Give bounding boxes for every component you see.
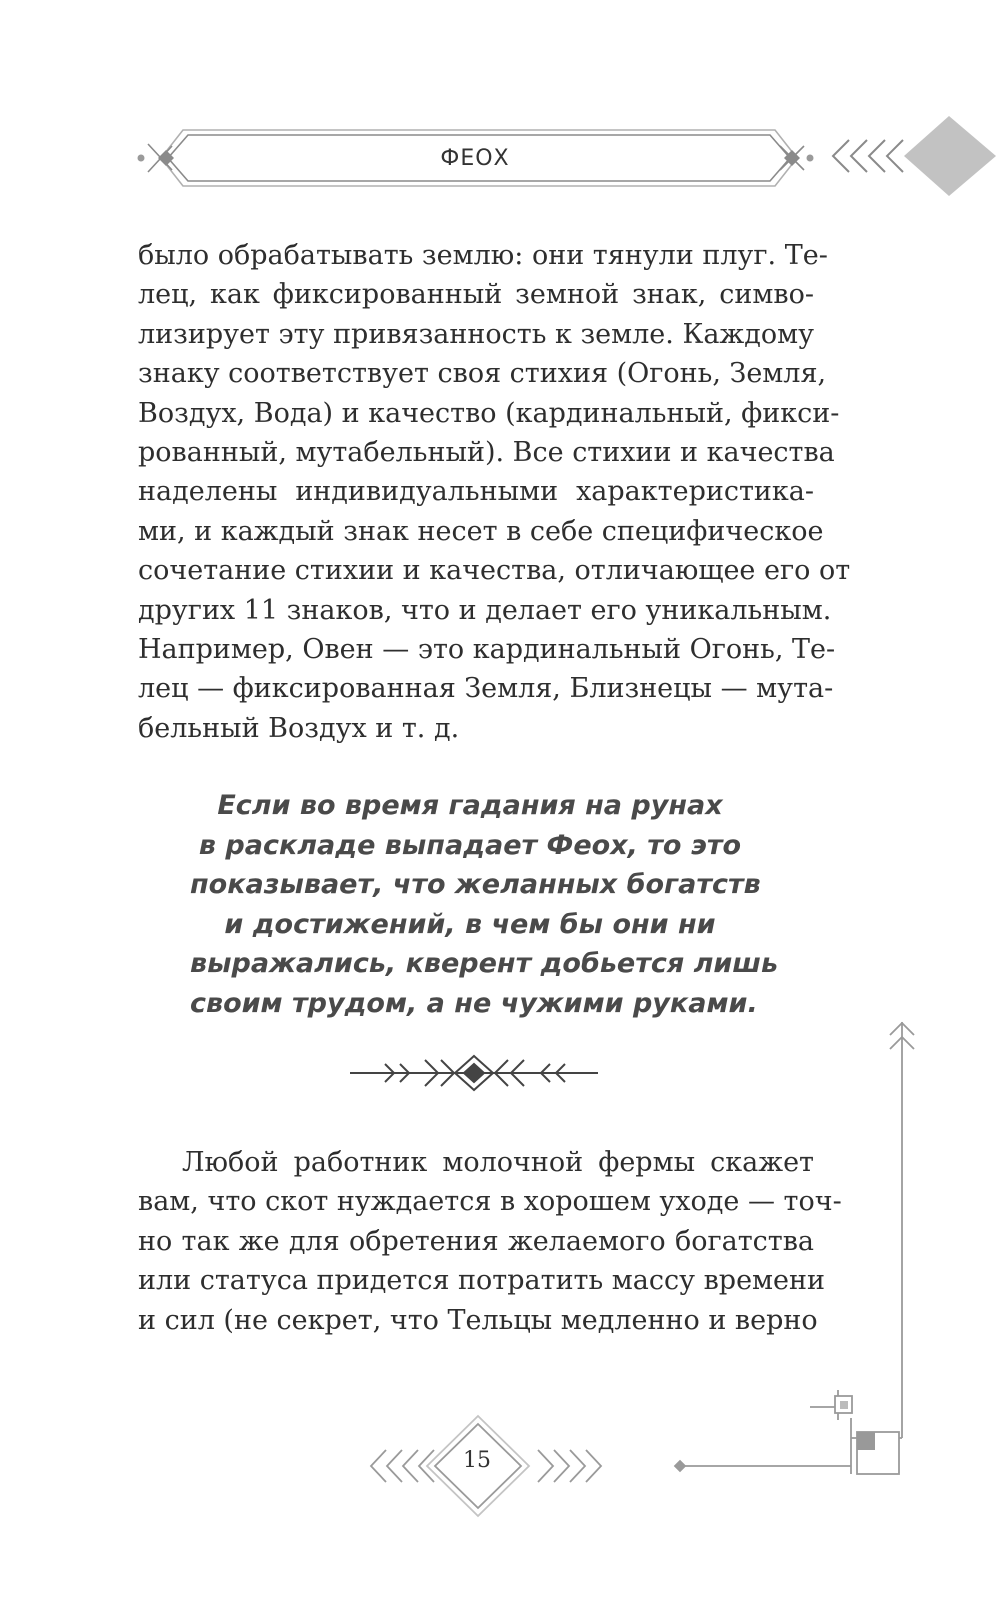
- paragraph-line: бельный Воздух и т. д.: [138, 712, 460, 744]
- paragraph-line: рованный, мутабельный). Все стихии и качества: [138, 437, 835, 469]
- paragraph-line: знаку соответствует своя стихия (Огонь, Земля,: [138, 358, 827, 390]
- paragraph-line: Воздух, Вода) и качество (кардинальный, фикси-: [138, 397, 840, 429]
- paragraph-2: [138, 1143, 842, 1340]
- arrow-up-icon: [890, 1022, 914, 1438]
- page-number: 15: [463, 1448, 491, 1473]
- corner-squares-icon: [810, 1390, 902, 1474]
- paragraph-line: сочетание стихии и качества, отличающее его от: [138, 555, 851, 587]
- paragraph-line: вам, что скот нуждается в хорошем уходе — точ-: [138, 1186, 842, 1218]
- paragraph-line: или статуса придется потратить массу времени: [138, 1265, 826, 1297]
- paragraph-line: Например, Овен — это кардинальный Огонь, Те-: [138, 634, 836, 666]
- paragraph-line: ми, и каждый знак несет в себе специфическое: [138, 515, 824, 547]
- paragraph-line: лизирует эту привязанность к земле. Каждому: [138, 318, 815, 350]
- quote-line: в раскладе выпадает Феох, то это: [198, 829, 742, 861]
- running-header-title: ФЕОХ: [440, 146, 510, 171]
- paragraph-line: лец — фиксированная Земля, Близнецы — мута-: [138, 673, 834, 705]
- paragraph-line: и сил (не секрет, что Тельцы медленно и верно: [138, 1304, 818, 1336]
- paragraph-line: других 11 знаков, что и делает его уникальным.: [138, 594, 832, 626]
- paragraph-line: Любой работник молочной фермы скажет: [182, 1147, 814, 1178]
- divider-ornament-icon: [350, 1056, 598, 1090]
- quote-line: показывает, что желанных богатств: [190, 869, 761, 900]
- pull-quote: [190, 786, 779, 1023]
- paragraph-line: было обрабатывать землю: они тянули плуг. Те-: [138, 240, 828, 271]
- quote-line: выражались, кверент добьется лишь: [190, 948, 779, 979]
- paragraph-line: лец, как фиксированный земной знак, симво-: [138, 279, 814, 311]
- quote-line: Если во время гадания на рунах: [217, 790, 723, 821]
- quote-line: своим трудом, а не чужими руками.: [190, 987, 758, 1019]
- paragraph-line: наделены индивидуальными характеристика-: [138, 476, 814, 508]
- paragraph-line: но так же для обретения желаемого богатства: [138, 1225, 814, 1257]
- paragraph-1: [138, 236, 851, 748]
- quote-line: и достижений, в чем бы они ни: [224, 908, 716, 940]
